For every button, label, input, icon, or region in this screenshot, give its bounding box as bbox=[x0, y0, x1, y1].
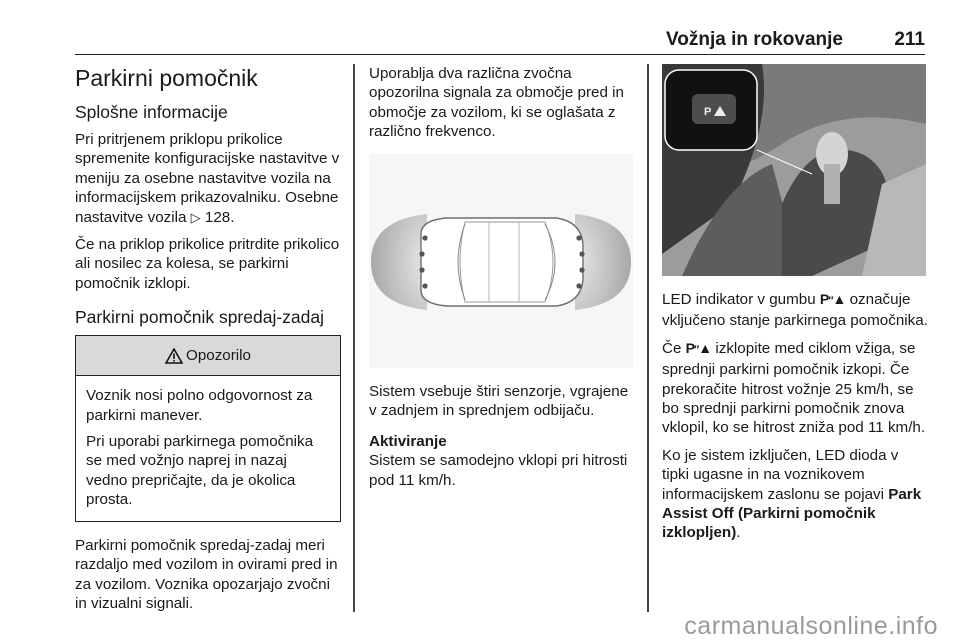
warning-triangle-icon bbox=[165, 348, 183, 364]
parking-sensor-illustration bbox=[369, 154, 633, 368]
paragraph: Sistem se samodejno vklopi pri hitrosti pod 11 km/h. bbox=[369, 452, 628, 489]
paragraph: Če P″▲ izklopite med ciklom vžiga, se sprednji parkirni pomočnik izkopi. Če prekoračite hitrost vožnje 25 km/h, se bo sprednji parkirni pomočnik znova vklopil, ko se hitrost zniža pod 11 km/h. bbox=[662, 339, 926, 437]
paragraph: Uporablja dva različna zvočna opozorilna signala za območje pred in območje za vozilom, ki se oglašata z različno frekvenco. bbox=[369, 65, 624, 141]
page-number: 211 bbox=[894, 29, 925, 50]
column-1 bbox=[75, 64, 341, 621]
gear-shift-console-image bbox=[662, 64, 926, 276]
warning-header bbox=[76, 336, 340, 376]
warning-title: Opozorilo bbox=[186, 347, 251, 365]
display-message: Park Assist Off (Parkirni pomočnik izklopljen) bbox=[662, 485, 922, 542]
column-divider bbox=[353, 64, 355, 612]
subsection-title: Splošne informacije bbox=[75, 102, 228, 122]
warning-text: Pri uporabi parkirnega pomočnika se med vožnjo naprej in nazaj vedno prepričajte, da je okolica prosta. bbox=[86, 433, 314, 509]
paragraph: Pri pritrjenem priklopu prikolice spremenite konfiguracijske nastavitve v meniju za osebne nastavitve vozila na informacijskem prikazovalniku. Osebne nastavitve vozila ▷ 128. bbox=[75, 131, 340, 226]
park-assist-icon: P″▲ bbox=[819, 291, 846, 307]
column-divider bbox=[647, 64, 649, 612]
chapter-title: Vožnja in rokovanje bbox=[665, 29, 843, 50]
section-title: Parkirni pomočnik bbox=[75, 65, 258, 91]
paragraph: Ko je sistem izključen, LED dioda v tipki ugasne in na voznikovem informacijskem zaslonu se pojavi Park Assist Off (Parkirni pomočnik izklopljen). bbox=[662, 446, 922, 542]
paragraph: Če na priklop prikolice pritrdite prikolico ali nosilec za kolesa, se parkirni pomočnik izklopi. bbox=[75, 236, 340, 292]
paragraph: Parkirni pomočnik spredaj-zadaj meri razdaljo med vozilom in ovirami pred in za vozilom. Voznika opozarjajo zvočni in vizualni signali. bbox=[75, 536, 338, 612]
page-reference[interactable]: 128. bbox=[204, 208, 235, 226]
subsection-title: Parkirni pomočnik spredaj-zadaj bbox=[75, 307, 324, 328]
warning-text: Voznik nosi polno odgovornost za parkirni manever. bbox=[86, 387, 313, 424]
park-assist-icon: P″▲ bbox=[685, 339, 712, 356]
paragraph: LED indikator v gumbu P″▲ označuje vključeno stanje parkirnega pomočnika. bbox=[662, 291, 928, 330]
paragraph-heading: Aktiviranje bbox=[369, 433, 447, 451]
svg-text:P: P bbox=[704, 106, 712, 118]
watermark: carmanualsonline.info bbox=[684, 612, 938, 640]
paragraph: Sistem vsebuje štiri senzorje, vgrajene v zadnjem in sprednjem odbijaču. bbox=[369, 382, 629, 420]
column-2 bbox=[369, 64, 635, 498]
warning-box bbox=[75, 335, 341, 521]
column-3 bbox=[662, 64, 928, 551]
console-button-photo bbox=[662, 64, 926, 276]
page-header bbox=[75, 27, 925, 55]
page-ref-icon: ▷ bbox=[190, 209, 201, 225]
car-top-view-image bbox=[369, 154, 633, 368]
